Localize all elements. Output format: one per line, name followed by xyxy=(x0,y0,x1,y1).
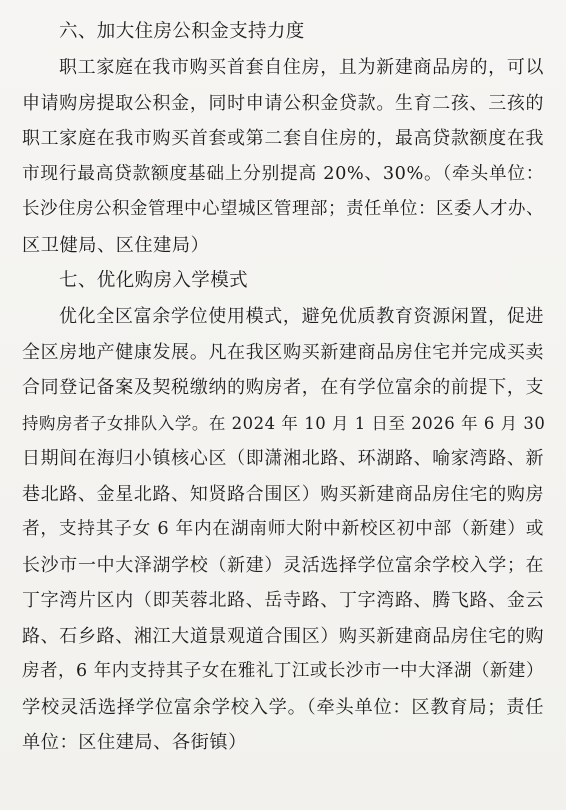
section-7-line: 者，支持其子女 6 年内在湖南师大附中新校区初中部（新建）或 xyxy=(22,519,544,539)
section-7-line: 丁字湾片区内（即芙蓉北路、岳寺路、丁字湾路、腾飞路、金云 xyxy=(22,590,544,611)
section-7-line: 持购房者子女排队入学。在 2024 年 10 月 1 日至 2026 年 6 月 30 xyxy=(22,413,546,433)
section-7-line: 房者，6 年内支持其子女在雅礼丁江或长沙市一中大泽湖（新建） xyxy=(22,661,544,681)
section-7-line: 全区房地产健康发展。凡在我区购买新建商品房住宅并完成买卖 xyxy=(22,341,544,363)
section-7-line: 优化全区富余学位使用模式，避免优质教育资源闲置，促进 xyxy=(59,306,544,327)
section-6-line: 区卫健局、区住建局） xyxy=(22,234,210,256)
section-7-line: 学校灵活选择学位富余学校入学。（牵头单位：区教育局；责任 xyxy=(22,696,544,718)
section-6-line: 申请购房提取公积金，同时申请公积金贷款。生育二孩、三孩的 xyxy=(22,92,544,114)
section-7-line: 巷北路、金星北路、知贤路合围区）购买新建商品房住宅的购房 xyxy=(22,483,544,505)
section-6-heading: 六、加大住房公积金支持力度 xyxy=(59,21,305,42)
section-7-line: 合同登记备案及契税缴纳的购房者，在有学位富余的前提下，支 xyxy=(22,377,544,398)
section-7-line: 单位：区住建局、各街镇） xyxy=(22,732,247,753)
section-6 xyxy=(22,14,544,263)
section-7 xyxy=(22,263,544,761)
section-7-heading: 七、优化购房入学模式 xyxy=(59,270,249,291)
section-6-line: 市现行最高贷款额度基础上分别提高 20%、30%。（牵头单位： xyxy=(22,163,544,184)
section-6-line: 职工家庭在我市购买首套自住房，且为新建商品房的，可以 xyxy=(59,57,544,78)
section-6-line: 长沙住房公积金管理中心望城区管理部；责任单位：区委人才办、 xyxy=(22,199,544,219)
section-7-line: 日期间在海归小镇核心区（即潇湘北路、环湖路、喻家湾路、新 xyxy=(22,448,544,469)
section-7-line: 路、石乡路、湘江大道景观道合围区）购买新建商品房住宅的购 xyxy=(22,625,544,647)
section-7-line: 长沙市一中大泽湖学校（新建）灵活选择学位富余学校入学；在 xyxy=(22,554,544,576)
section-6-line: 职工家庭在我市购买首套或第二套自住房的，最高贷款额度在我 xyxy=(22,128,544,149)
